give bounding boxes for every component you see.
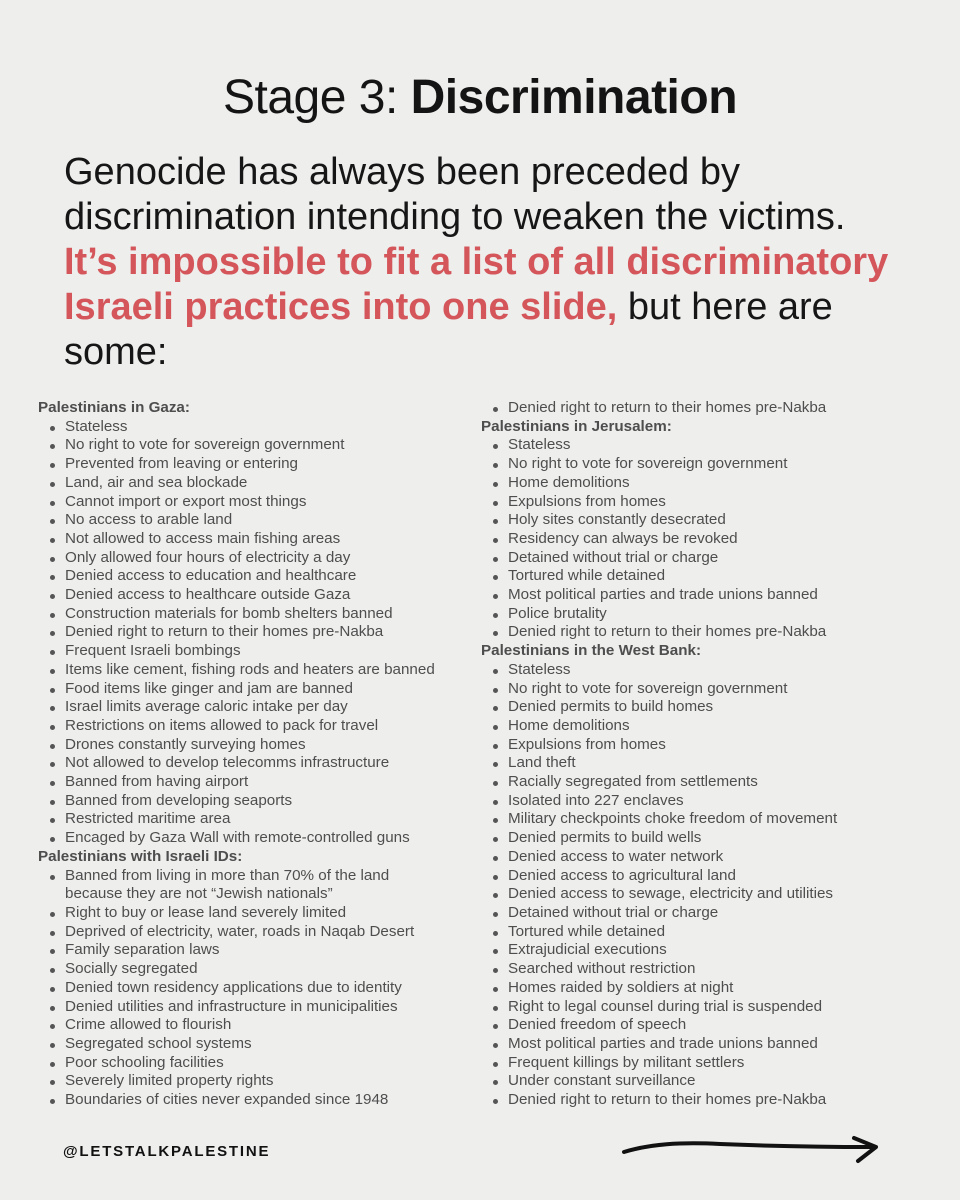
list-item: Stateless xyxy=(481,436,931,455)
list-item: Frequent Israeli bombings xyxy=(38,642,488,661)
intro-highlight: It’s impossible to fit a list of all discriminatory Israeli practices into one slide, xyxy=(64,241,889,328)
list-item: Denied town residency applications due to identity xyxy=(38,979,488,998)
list-item: Home demolitions xyxy=(481,717,931,736)
list-item: Isolated into 227 enclaves xyxy=(481,792,931,811)
list-item: Tortured while detained xyxy=(481,567,931,586)
list-item: Denied utilities and infrastructure in municipalities xyxy=(38,998,488,1017)
group-list xyxy=(38,867,488,1110)
group-list xyxy=(481,661,931,1110)
list-item: Right to legal counsel during trial is suspended xyxy=(481,998,931,1017)
list-item: because they are not “Jewish nationals” xyxy=(65,885,333,903)
list-item: Home demolitions xyxy=(481,474,931,493)
list-item: No right to vote for sovereign government xyxy=(38,436,488,455)
list-item: Denied permits to build wells xyxy=(481,829,931,848)
list-item: Banned from living in more than 70% of the land xyxy=(38,867,488,886)
group-israeli-ids xyxy=(38,848,488,1110)
list-item: Detained without trial or charge xyxy=(481,904,931,923)
list-item: Residency can always be revoked xyxy=(481,530,931,549)
list-item: Denied access to agricultural land xyxy=(481,867,931,886)
list-item: Banned from developing seaports xyxy=(38,792,488,811)
list-item: Denied right to return to their homes pre-Nakba xyxy=(38,623,488,642)
list-item: Stateless xyxy=(481,661,931,680)
group-israeli-ids-continued xyxy=(481,399,931,418)
list-item: Most political parties and trade unions banned xyxy=(481,1035,931,1054)
list-item: Restricted maritime area xyxy=(38,810,488,829)
group-heading: Palestinians with Israeli IDs: xyxy=(38,847,243,865)
list-item: Land theft xyxy=(481,754,931,773)
list-item: Extrajudicial executions xyxy=(481,941,931,960)
list-item: Deprived of electricity, water, roads in Naqab Desert xyxy=(38,923,488,942)
list-item: Boundaries of cities never expanded since 1948 xyxy=(38,1091,488,1110)
group-west-bank xyxy=(481,642,931,1110)
list-item: Denied right to return to their homes pre-Nakba xyxy=(481,623,931,642)
list-item: Expulsions from homes xyxy=(481,736,931,755)
list-item: Expulsions from homes xyxy=(481,493,931,512)
list-item: Severely limited property rights xyxy=(38,1072,488,1091)
intro-part1: Genocide has always been preceded by discrimination intending to weaken the victims. xyxy=(64,151,846,238)
list-item: Military checkpoints choke freedom of movement xyxy=(481,810,931,829)
group-gaza xyxy=(38,399,488,848)
title-prefix: Stage 3: xyxy=(222,71,398,124)
list-item: Segregated school systems xyxy=(38,1035,488,1054)
intro-paragraph xyxy=(64,150,904,375)
group-heading: Palestinians in Gaza: xyxy=(38,399,190,416)
right-column xyxy=(481,399,931,1110)
list-item: Restrictions on items allowed to pack for travel xyxy=(38,717,488,736)
group-heading: Palestinians in Jerusalem: xyxy=(481,417,672,435)
group-heading: Palestinians in the West Bank: xyxy=(481,642,701,660)
group-list xyxy=(481,399,931,418)
list-item: Land, air and sea blockade xyxy=(38,474,488,493)
list-item: Denied right to return to their homes pre-Nakba xyxy=(481,399,931,418)
list-item: Detained without trial or charge xyxy=(481,549,931,568)
list-item: Construction materials for bomb shelters banned xyxy=(38,605,488,624)
list-item: Homes raided by soldiers at night xyxy=(481,979,931,998)
list-item: No right to vote for sovereign government xyxy=(481,680,931,699)
title-bold: Discrimination xyxy=(410,71,738,124)
list-item: Socially segregated xyxy=(38,960,488,979)
list-item: Denied access to sewage, electricity and utilities xyxy=(481,885,931,904)
list-item: Tortured while detained xyxy=(481,923,931,942)
list-item: Under constant surveillance xyxy=(481,1072,931,1091)
list-item: Prevented from leaving or entering xyxy=(38,455,488,474)
arrow-right-icon xyxy=(620,1128,885,1173)
list-item: Items like cement, fishing rods and heaters are banned xyxy=(38,661,488,680)
list-item: Racially segregated from settlements xyxy=(481,773,931,792)
list-item: No right to vote for sovereign government xyxy=(481,455,931,474)
list-item: Denied access to water network xyxy=(481,848,931,867)
list-item: Police brutality xyxy=(481,605,931,624)
list-item: Searched without restriction xyxy=(481,960,931,979)
list-item: Denied access to healthcare outside Gaza xyxy=(38,586,488,605)
list-item: Only allowed four hours of electricity a day xyxy=(38,549,488,568)
list-item: Encaged by Gaza Wall with remote-controlled guns xyxy=(38,829,488,848)
group-jerusalem xyxy=(481,418,931,642)
list-item: Denied permits to build homes xyxy=(481,698,931,717)
list-item: Denied right to return to their homes pre-Nakba xyxy=(481,1091,931,1110)
list-item: Holy sites constantly desecrated xyxy=(481,511,931,530)
intro-part2: but here are some: xyxy=(64,286,833,373)
group-list xyxy=(481,436,931,642)
list-item: Denied freedom of speech xyxy=(481,1016,931,1035)
list-item: Cannot import or export most things xyxy=(38,493,488,512)
page-title xyxy=(0,70,960,125)
list-item: Right to buy or lease land severely limited xyxy=(38,904,488,923)
list-item: Banned from having airport xyxy=(38,773,488,792)
list-item: Denied access to education and healthcare xyxy=(38,567,488,586)
account-handle[interactable]: @LETSTALKPALESTINE xyxy=(63,1143,271,1160)
list-item: Family separation laws xyxy=(38,941,488,960)
list-item: Drones constantly surveying homes xyxy=(38,736,488,755)
list-item: Not allowed to develop telecomms infrastructure xyxy=(38,754,488,773)
list-item: Stateless xyxy=(38,418,488,437)
group-list xyxy=(38,418,488,848)
list-item: Not allowed to access main fishing areas xyxy=(38,530,488,549)
list-item: No access to arable land xyxy=(38,511,488,530)
list-item: Poor schooling facilities xyxy=(38,1054,488,1073)
list-item: Most political parties and trade unions banned xyxy=(481,586,931,605)
list-item: Israel limits average caloric intake per day xyxy=(38,698,488,717)
left-column xyxy=(38,399,488,1110)
list-item: Crime allowed to flourish xyxy=(38,1016,488,1035)
list-item: Frequent killings by militant settlers xyxy=(481,1054,931,1073)
list-item: Food items like ginger and jam are banned xyxy=(38,680,488,699)
